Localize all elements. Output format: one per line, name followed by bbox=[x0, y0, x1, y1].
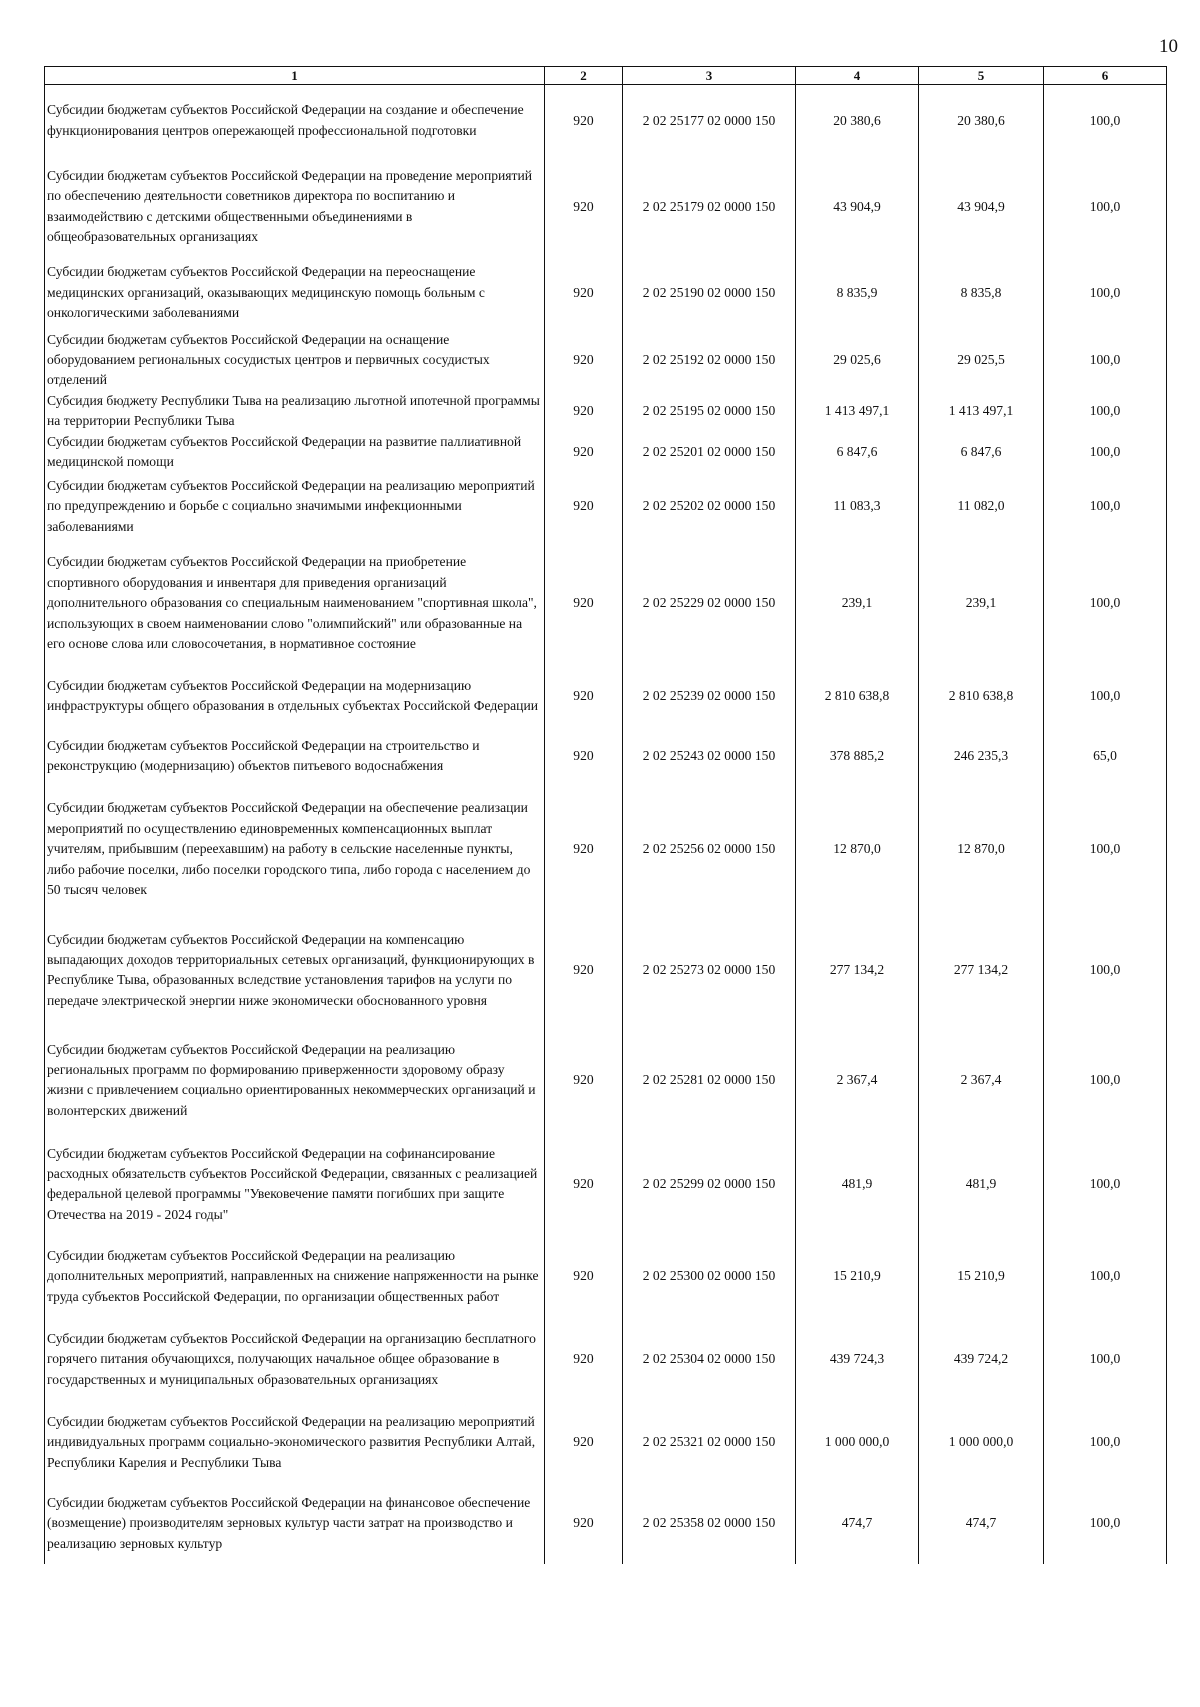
table-row bbox=[45, 1316, 1167, 1402]
table-row bbox=[45, 1028, 1167, 1132]
admin-code: 920 bbox=[545, 912, 623, 1028]
execution-percent: 100,0 bbox=[1044, 391, 1167, 432]
budget-classification-code: 2 02 25273 02 0000 150 bbox=[623, 912, 796, 1028]
planned-amount: 1 000 000,0 bbox=[796, 1402, 919, 1482]
budget-classification-code: 2 02 25177 02 0000 150 bbox=[623, 85, 796, 157]
table-row bbox=[45, 912, 1167, 1028]
planned-amount: 474,7 bbox=[796, 1482, 919, 1564]
actual-amount: 246 235,3 bbox=[919, 726, 1044, 786]
page-number: 10 bbox=[1159, 36, 1178, 57]
actual-amount: 277 134,2 bbox=[919, 912, 1044, 1028]
planned-amount: 439 724,3 bbox=[796, 1316, 919, 1402]
column-header: 4 bbox=[796, 67, 919, 85]
actual-amount: 6 847,6 bbox=[919, 432, 1044, 473]
budget-classification-code: 2 02 25229 02 0000 150 bbox=[623, 540, 796, 666]
budget-classification-code: 2 02 25190 02 0000 150 bbox=[623, 257, 796, 330]
planned-amount: 15 210,9 bbox=[796, 1236, 919, 1316]
budget-classification-code: 2 02 25256 02 0000 150 bbox=[623, 786, 796, 912]
table-header-row bbox=[45, 67, 1167, 85]
planned-amount: 12 870,0 bbox=[796, 786, 919, 912]
table-row bbox=[45, 157, 1167, 257]
execution-percent: 100,0 bbox=[1044, 1482, 1167, 1564]
actual-amount: 239,1 bbox=[919, 540, 1044, 666]
budget-classification-code: 2 02 25239 02 0000 150 bbox=[623, 666, 796, 726]
execution-percent: 100,0 bbox=[1044, 1402, 1167, 1482]
admin-code: 920 bbox=[545, 1482, 623, 1564]
column-header: 5 bbox=[919, 67, 1044, 85]
actual-amount: 481,9 bbox=[919, 1132, 1044, 1236]
subsidy-description: Субсидии бюджетам субъектов Российской Федерации на обеспечение реализации мероприятий по осуществлению единовременных компенсационных выплат учителям, прибывшим (переехавшим) на работу в сельские населенные пункты, либо рабочие поселки, либо поселки городского типа, либо города с населением до 50 тысяч человек bbox=[45, 786, 545, 912]
admin-code: 920 bbox=[545, 1236, 623, 1316]
subsidy-description: Субсидии бюджетам субъектов Российской Федерации на приобретение спортивного оборудования и инвентаря для приведения организаций дополнительного образования со специальным наименованием "спортивная школа", использующих в своем наименовании слово "олимпийский" или образованные на его основе слова или словосочетания, в нормативное состояние bbox=[45, 540, 545, 666]
admin-code: 920 bbox=[545, 540, 623, 666]
admin-code: 920 bbox=[545, 257, 623, 330]
planned-amount: 8 835,9 bbox=[796, 257, 919, 330]
table-row bbox=[45, 257, 1167, 330]
admin-code: 920 bbox=[545, 432, 623, 473]
planned-amount: 11 083,3 bbox=[796, 472, 919, 540]
execution-percent: 100,0 bbox=[1044, 912, 1167, 1028]
execution-percent: 100,0 bbox=[1044, 540, 1167, 666]
column-header: 3 bbox=[623, 67, 796, 85]
planned-amount: 2 367,4 bbox=[796, 1028, 919, 1132]
execution-percent: 65,0 bbox=[1044, 726, 1167, 786]
actual-amount: 2 810 638,8 bbox=[919, 666, 1044, 726]
table-row bbox=[45, 391, 1167, 432]
actual-amount: 1 000 000,0 bbox=[919, 1402, 1044, 1482]
table-row bbox=[45, 726, 1167, 786]
planned-amount: 20 380,6 bbox=[796, 85, 919, 157]
execution-percent: 100,0 bbox=[1044, 157, 1167, 257]
subsidy-description: Субсидии бюджетам субъектов Российской Федерации на развитие паллиативной медицинской помощи bbox=[45, 432, 545, 473]
actual-amount: 43 904,9 bbox=[919, 157, 1044, 257]
planned-amount: 29 025,6 bbox=[796, 330, 919, 391]
execution-percent: 100,0 bbox=[1044, 432, 1167, 473]
budget-classification-code: 2 02 25321 02 0000 150 bbox=[623, 1402, 796, 1482]
execution-percent: 100,0 bbox=[1044, 786, 1167, 912]
admin-code: 920 bbox=[545, 1028, 623, 1132]
planned-amount: 378 885,2 bbox=[796, 726, 919, 786]
table-row bbox=[45, 472, 1167, 540]
subsidy-description: Субсидии бюджетам субъектов Российской Федерации на проведение мероприятий по обеспечению деятельности советников директора по воспитанию и взаимодействию с детскими общественными объединениями в общеобразовательных организациях bbox=[45, 157, 545, 257]
planned-amount: 277 134,2 bbox=[796, 912, 919, 1028]
table-row bbox=[45, 1132, 1167, 1236]
execution-percent: 100,0 bbox=[1044, 85, 1167, 157]
column-header: 6 bbox=[1044, 67, 1167, 85]
column-header: 2 bbox=[545, 67, 623, 85]
subsidy-description: Субсидии бюджетам субъектов Российской Федерации на оснащение оборудованием региональных сосудистых центров и первичных сосудистых отделений bbox=[45, 330, 545, 391]
table-row bbox=[45, 1402, 1167, 1482]
budget-table bbox=[44, 66, 1167, 1564]
actual-amount: 2 367,4 bbox=[919, 1028, 1044, 1132]
admin-code: 920 bbox=[545, 1402, 623, 1482]
budget-classification-code: 2 02 25300 02 0000 150 bbox=[623, 1236, 796, 1316]
budget-classification-code: 2 02 25358 02 0000 150 bbox=[623, 1482, 796, 1564]
budget-classification-code: 2 02 25299 02 0000 150 bbox=[623, 1132, 796, 1236]
planned-amount: 2 810 638,8 bbox=[796, 666, 919, 726]
table-row bbox=[45, 786, 1167, 912]
budget-classification-code: 2 02 25243 02 0000 150 bbox=[623, 726, 796, 786]
subsidy-description: Субсидии бюджетам субъектов Российской Федерации на софинансирование расходных обязательств субъектов Российской Федерации, связанных с реализацией федеральной целевой программы "Увековечение памяти погибших при защите Отечества на 2019 - 2024 годы" bbox=[45, 1132, 545, 1236]
planned-amount: 481,9 bbox=[796, 1132, 919, 1236]
actual-amount: 439 724,2 bbox=[919, 1316, 1044, 1402]
execution-percent: 100,0 bbox=[1044, 666, 1167, 726]
actual-amount: 474,7 bbox=[919, 1482, 1044, 1564]
budget-classification-code: 2 02 25195 02 0000 150 bbox=[623, 391, 796, 432]
budget-classification-code: 2 02 25281 02 0000 150 bbox=[623, 1028, 796, 1132]
subsidy-description: Субсидии бюджетам субъектов Российской Федерации на реализацию мероприятий индивидуальных программ социально-экономического развития Республики Алтай, Республики Карелия и Республики Тыва bbox=[45, 1402, 545, 1482]
subsidy-description: Субсидия бюджету Республики Тыва на реализацию льготной ипотечной программы на территории Республики Тыва bbox=[45, 391, 545, 432]
execution-percent: 100,0 bbox=[1044, 257, 1167, 330]
admin-code: 920 bbox=[545, 85, 623, 157]
table-row bbox=[45, 330, 1167, 391]
actual-amount: 29 025,5 bbox=[919, 330, 1044, 391]
subsidy-description: Субсидии бюджетам субъектов Российской Федерации на реализацию дополнительных мероприятий, направленных на снижение напряженности на рынке труда субъектов Российской Федерации, по организации общественных работ bbox=[45, 1236, 545, 1316]
budget-classification-code: 2 02 25304 02 0000 150 bbox=[623, 1316, 796, 1402]
table-row bbox=[45, 666, 1167, 726]
planned-amount: 6 847,6 bbox=[796, 432, 919, 473]
planned-amount: 1 413 497,1 bbox=[796, 391, 919, 432]
execution-percent: 100,0 bbox=[1044, 1236, 1167, 1316]
subsidy-description: Субсидии бюджетам субъектов Российской Федерации на создание и обеспечение функционирования центров опережающей профессиональной подготовки bbox=[45, 85, 545, 157]
actual-amount: 11 082,0 bbox=[919, 472, 1044, 540]
admin-code: 920 bbox=[545, 330, 623, 391]
execution-percent: 100,0 bbox=[1044, 472, 1167, 540]
admin-code: 920 bbox=[545, 666, 623, 726]
table-body bbox=[45, 85, 1167, 1565]
subsidy-description: Субсидии бюджетам субъектов Российской Федерации на переоснащение медицинских организаций, оказывающих медицинскую помощь больным с онкологическими заболеваниями bbox=[45, 257, 545, 330]
actual-amount: 12 870,0 bbox=[919, 786, 1044, 912]
execution-percent: 100,0 bbox=[1044, 1028, 1167, 1132]
execution-percent: 100,0 bbox=[1044, 1316, 1167, 1402]
admin-code: 920 bbox=[545, 1316, 623, 1402]
table-row bbox=[45, 540, 1167, 666]
planned-amount: 239,1 bbox=[796, 540, 919, 666]
column-header: 1 bbox=[45, 67, 545, 85]
subsidy-description: Субсидии бюджетам субъектов Российской Федерации на модернизацию инфраструктуры общего образования в отдельных субъектах Российской Федерации bbox=[45, 666, 545, 726]
admin-code: 920 bbox=[545, 726, 623, 786]
subsidy-description: Субсидии бюджетам субъектов Российской Федерации на финансовое обеспечение (возмещение) производителям зерновых культур части затрат на производство и реализацию зерновых культур bbox=[45, 1482, 545, 1564]
subsidy-description: Субсидии бюджетам субъектов Российской Федерации на организацию бесплатного горячего питания обучающихся, получающих начальное общее образование в государственных и муниципальных образовательных организациях bbox=[45, 1316, 545, 1402]
budget-classification-code: 2 02 25192 02 0000 150 bbox=[623, 330, 796, 391]
actual-amount: 8 835,8 bbox=[919, 257, 1044, 330]
table-row bbox=[45, 1236, 1167, 1316]
admin-code: 920 bbox=[545, 786, 623, 912]
table-row bbox=[45, 85, 1167, 157]
admin-code: 920 bbox=[545, 157, 623, 257]
admin-code: 920 bbox=[545, 391, 623, 432]
actual-amount: 1 413 497,1 bbox=[919, 391, 1044, 432]
admin-code: 920 bbox=[545, 1132, 623, 1236]
subsidy-description: Субсидии бюджетам субъектов Российской Федерации на строительство и реконструкцию (модернизацию) объектов питьевого водоснабжения bbox=[45, 726, 545, 786]
budget-classification-code: 2 02 25201 02 0000 150 bbox=[623, 432, 796, 473]
subsidy-description: Субсидии бюджетам субъектов Российской Федерации на реализацию региональных программ по формированию приверженности здоровому образу жизни с привлечением социально ориентированных некоммерческих организаций и волонтерских движений bbox=[45, 1028, 545, 1132]
actual-amount: 20 380,6 bbox=[919, 85, 1044, 157]
actual-amount: 15 210,9 bbox=[919, 1236, 1044, 1316]
subsidy-description: Субсидии бюджетам субъектов Российской Федерации на компенсацию выпадающих доходов территориальных сетевых организаций, функционирующих в Республике Тыва, образованных вследствие установления тарифов на услуги по передаче электрической энергии ниже экономически обоснованного уровня bbox=[45, 912, 545, 1028]
table-row bbox=[45, 1482, 1167, 1564]
budget-classification-code: 2 02 25179 02 0000 150 bbox=[623, 157, 796, 257]
admin-code: 920 bbox=[545, 472, 623, 540]
execution-percent: 100,0 bbox=[1044, 1132, 1167, 1236]
table-row bbox=[45, 432, 1167, 473]
budget-classification-code: 2 02 25202 02 0000 150 bbox=[623, 472, 796, 540]
subsidy-description: Субсидии бюджетам субъектов Российской Федерации на реализацию мероприятий по предупреждению и борьбе с социально значимыми инфекционными заболеваниями bbox=[45, 472, 545, 540]
planned-amount: 43 904,9 bbox=[796, 157, 919, 257]
execution-percent: 100,0 bbox=[1044, 330, 1167, 391]
